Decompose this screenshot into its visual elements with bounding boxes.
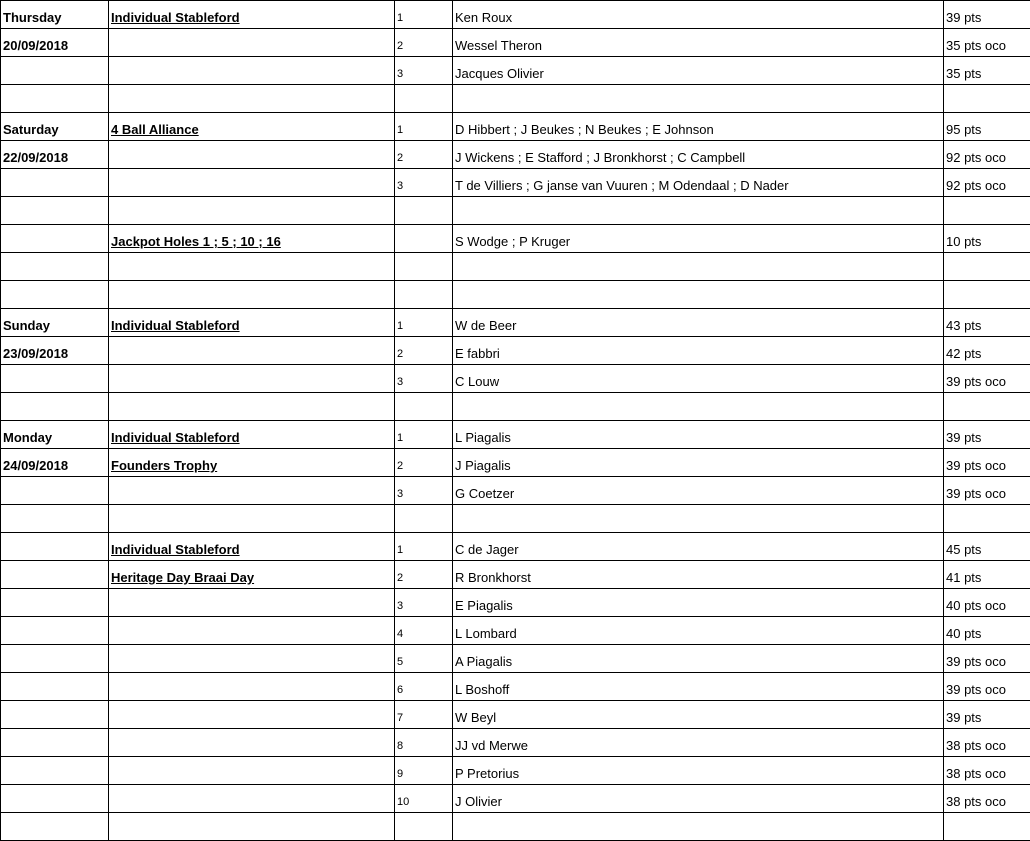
player-names-cell[interactable] — [453, 85, 944, 113]
position-cell[interactable] — [395, 253, 453, 281]
event-cell[interactable] — [109, 673, 395, 701]
score-cell[interactable]: 39 pts — [944, 1, 1030, 29]
table-row — [1, 561, 1030, 589]
score-cell[interactable]: 35 pts — [944, 57, 1030, 85]
day-cell[interactable] — [1, 281, 109, 309]
day-cell[interactable] — [1, 645, 109, 673]
player-names-cell[interactable] — [453, 253, 944, 281]
position-cell[interactable]: 6 — [395, 673, 453, 701]
score-cell[interactable]: 39 pts oco — [944, 673, 1030, 701]
table-row — [1, 281, 1030, 309]
player-names-cell[interactable]: C Louw — [453, 365, 944, 393]
table-row — [1, 141, 1030, 169]
table-row — [1, 813, 1030, 841]
score-cell[interactable]: 39 pts oco — [944, 449, 1030, 477]
position-cell[interactable]: 8 — [395, 729, 453, 757]
table-row — [1, 309, 1030, 337]
day-cell[interactable] — [1, 561, 109, 589]
score-cell[interactable]: 41 pts — [944, 561, 1030, 589]
event-cell[interactable]: Jackpot Holes 1 ; 5 ; 10 ; 16 — [109, 225, 395, 253]
position-cell[interactable]: 2 — [395, 141, 453, 169]
event-cell[interactable] — [109, 477, 395, 505]
position-cell[interactable] — [395, 85, 453, 113]
day-cell[interactable]: Monday — [1, 421, 109, 449]
position-cell[interactable]: 7 — [395, 701, 453, 729]
event-cell[interactable]: Individual Stableford — [109, 309, 395, 337]
score-cell[interactable]: 39 pts oco — [944, 365, 1030, 393]
table-row — [1, 449, 1030, 477]
day-cell[interactable] — [1, 225, 109, 253]
position-cell[interactable]: 2 — [395, 337, 453, 365]
position-cell[interactable] — [395, 281, 453, 309]
position-cell[interactable] — [395, 225, 453, 253]
day-cell[interactable]: Thursday — [1, 1, 109, 29]
score-cell[interactable]: 39 pts oco — [944, 645, 1030, 673]
event-cell[interactable]: Individual Stableford — [109, 533, 395, 561]
event-cell[interactable] — [109, 169, 395, 197]
event-cell[interactable]: Individual Stableford — [109, 1, 395, 29]
score-cell[interactable]: 39 pts — [944, 701, 1030, 729]
player-names-cell[interactable] — [453, 281, 944, 309]
table-row — [1, 197, 1030, 225]
table-row — [1, 253, 1030, 281]
table-row — [1, 617, 1030, 645]
day-cell[interactable] — [1, 813, 109, 841]
score-cell[interactable] — [944, 253, 1030, 281]
position-cell[interactable]: 3 — [395, 477, 453, 505]
score-cell[interactable] — [944, 85, 1030, 113]
player-names-cell[interactable]: W Beyl — [453, 701, 944, 729]
player-names-cell[interactable]: J Olivier — [453, 785, 944, 813]
position-cell[interactable] — [395, 505, 453, 533]
day-cell[interactable] — [1, 169, 109, 197]
table-row — [1, 477, 1030, 505]
event-cell[interactable] — [109, 757, 395, 785]
position-cell[interactable]: 10 — [395, 785, 453, 813]
day-cell[interactable]: 23/09/2018 — [1, 337, 109, 365]
position-cell[interactable]: 3 — [395, 365, 453, 393]
table-row — [1, 785, 1030, 813]
event-cell[interactable] — [109, 701, 395, 729]
score-cell[interactable]: 45 pts — [944, 533, 1030, 561]
day-cell[interactable] — [1, 673, 109, 701]
position-cell[interactable]: 2 — [395, 449, 453, 477]
player-names-cell[interactable]: G Coetzer — [453, 477, 944, 505]
table-row — [1, 113, 1030, 141]
position-cell[interactable]: 3 — [395, 589, 453, 617]
player-names-cell[interactable]: L Piagalis — [453, 421, 944, 449]
position-cell[interactable]: 1 — [395, 421, 453, 449]
score-cell[interactable]: 43 pts — [944, 309, 1030, 337]
score-cell[interactable]: 38 pts oco — [944, 757, 1030, 785]
event-cell[interactable] — [109, 141, 395, 169]
score-cell[interactable]: 42 pts — [944, 337, 1030, 365]
player-names-cell[interactable]: C de Jager — [453, 533, 944, 561]
table-row — [1, 365, 1030, 393]
event-cell[interactable] — [109, 197, 395, 225]
day-cell[interactable] — [1, 365, 109, 393]
score-cell[interactable]: 39 pts — [944, 421, 1030, 449]
player-names-cell[interactable]: S Wodge ; P Kruger — [453, 225, 944, 253]
score-cell[interactable]: 38 pts oco — [944, 729, 1030, 757]
score-cell[interactable] — [944, 197, 1030, 225]
position-cell[interactable]: 1 — [395, 1, 453, 29]
position-cell[interactable] — [395, 813, 453, 841]
player-names-cell[interactable]: E fabbri — [453, 337, 944, 365]
player-names-cell[interactable]: JJ vd Merwe — [453, 729, 944, 757]
score-cell[interactable]: 35 pts oco — [944, 29, 1030, 57]
event-cell[interactable] — [109, 785, 395, 813]
day-cell[interactable] — [1, 85, 109, 113]
score-cell[interactable]: 39 pts oco — [944, 477, 1030, 505]
event-cell[interactable] — [109, 365, 395, 393]
table-row — [1, 589, 1030, 617]
event-cell[interactable] — [109, 813, 395, 841]
event-cell[interactable]: 4 Ball Alliance — [109, 113, 395, 141]
event-cell[interactable] — [109, 29, 395, 57]
table-row — [1, 225, 1030, 253]
player-names-cell[interactable] — [453, 393, 944, 421]
event-cell[interactable] — [109, 337, 395, 365]
day-cell[interactable] — [1, 701, 109, 729]
player-names-cell[interactable]: R Bronkhorst — [453, 561, 944, 589]
position-cell[interactable] — [395, 393, 453, 421]
player-names-cell[interactable] — [453, 813, 944, 841]
day-cell[interactable] — [1, 589, 109, 617]
table-row — [1, 701, 1030, 729]
player-names-cell[interactable]: D Hibbert ; J Beukes ; N Beukes ; E Johnson — [453, 113, 944, 141]
score-cell[interactable]: 95 pts — [944, 113, 1030, 141]
table-row — [1, 757, 1030, 785]
day-cell[interactable]: Sunday — [1, 309, 109, 337]
player-names-cell[interactable]: Jacques Olivier — [453, 57, 944, 85]
score-cell[interactable]: 38 pts oco — [944, 785, 1030, 813]
position-cell[interactable]: 1 — [395, 309, 453, 337]
score-cell[interactable]: 92 pts oco — [944, 169, 1030, 197]
player-names-cell[interactable]: P Pretorius — [453, 757, 944, 785]
position-cell[interactable] — [395, 197, 453, 225]
player-names-cell[interactable]: Ken Roux — [453, 1, 944, 29]
table-row — [1, 29, 1030, 57]
score-cell[interactable] — [944, 393, 1030, 421]
player-names-cell[interactable] — [453, 505, 944, 533]
table-row — [1, 57, 1030, 85]
day-cell[interactable] — [1, 393, 109, 421]
position-cell[interactable]: 5 — [395, 645, 453, 673]
event-cell[interactable] — [109, 505, 395, 533]
day-cell[interactable]: Saturday — [1, 113, 109, 141]
position-cell[interactable]: 9 — [395, 757, 453, 785]
player-names-cell[interactable]: L Lombard — [453, 617, 944, 645]
event-cell[interactable] — [109, 281, 395, 309]
score-cell[interactable] — [944, 813, 1030, 841]
table-row — [1, 505, 1030, 533]
event-cell[interactable] — [109, 253, 395, 281]
position-cell[interactable]: 1 — [395, 113, 453, 141]
day-cell[interactable] — [1, 757, 109, 785]
table-row — [1, 645, 1030, 673]
table-row — [1, 729, 1030, 757]
player-names-cell[interactable]: Wessel Theron — [453, 29, 944, 57]
results-table-body — [1, 1, 1030, 841]
event-cell[interactable] — [109, 57, 395, 85]
day-cell[interactable]: 22/09/2018 — [1, 141, 109, 169]
player-names-cell[interactable]: A Piagalis — [453, 645, 944, 673]
score-cell[interactable]: 10 pts — [944, 225, 1030, 253]
event-cell[interactable]: Individual Stableford — [109, 421, 395, 449]
player-names-cell[interactable] — [453, 197, 944, 225]
score-cell[interactable]: 92 pts oco — [944, 141, 1030, 169]
day-cell[interactable] — [1, 197, 109, 225]
player-names-cell[interactable]: J Piagalis — [453, 449, 944, 477]
table-row — [1, 1, 1030, 29]
position-cell[interactable]: 2 — [395, 29, 453, 57]
score-cell[interactable]: 40 pts — [944, 617, 1030, 645]
position-cell[interactable]: 3 — [395, 57, 453, 85]
player-names-cell[interactable]: E Piagalis — [453, 589, 944, 617]
table-row — [1, 673, 1030, 701]
day-cell[interactable] — [1, 729, 109, 757]
event-cell[interactable] — [109, 393, 395, 421]
position-cell[interactable]: 3 — [395, 169, 453, 197]
table-row — [1, 533, 1030, 561]
table-row — [1, 421, 1030, 449]
day-cell[interactable]: 20/09/2018 — [1, 29, 109, 57]
table-row — [1, 85, 1030, 113]
event-cell[interactable] — [109, 85, 395, 113]
day-cell[interactable] — [1, 533, 109, 561]
table-row — [1, 337, 1030, 365]
table-row — [1, 393, 1030, 421]
position-cell[interactable]: 2 — [395, 561, 453, 589]
day-cell[interactable] — [1, 57, 109, 85]
day-cell[interactable] — [1, 253, 109, 281]
event-cell[interactable]: Heritage Day Braai Day — [109, 561, 395, 589]
day-cell[interactable] — [1, 617, 109, 645]
player-names-cell[interactable]: L Boshoff — [453, 673, 944, 701]
score-cell[interactable] — [944, 281, 1030, 309]
score-cell[interactable]: 40 pts oco — [944, 589, 1030, 617]
event-cell[interactable] — [109, 729, 395, 757]
event-cell[interactable] — [109, 617, 395, 645]
day-cell[interactable] — [1, 785, 109, 813]
position-cell[interactable]: 1 — [395, 533, 453, 561]
day-cell[interactable] — [1, 477, 109, 505]
event-cell[interactable]: Founders Trophy — [109, 449, 395, 477]
score-cell[interactable] — [944, 505, 1030, 533]
day-cell[interactable] — [1, 505, 109, 533]
player-names-cell[interactable]: W de Beer — [453, 309, 944, 337]
event-cell[interactable] — [109, 645, 395, 673]
event-cell[interactable] — [109, 589, 395, 617]
player-names-cell[interactable]: T de Villiers ; G janse van Vuuren ; M Odendaal ; D Nader — [453, 169, 944, 197]
day-cell[interactable]: 24/09/2018 — [1, 449, 109, 477]
player-names-cell[interactable]: J Wickens ; E Stafford ; J Bronkhorst ; C Campbell — [453, 141, 944, 169]
table-row — [1, 169, 1030, 197]
position-cell[interactable]: 4 — [395, 617, 453, 645]
